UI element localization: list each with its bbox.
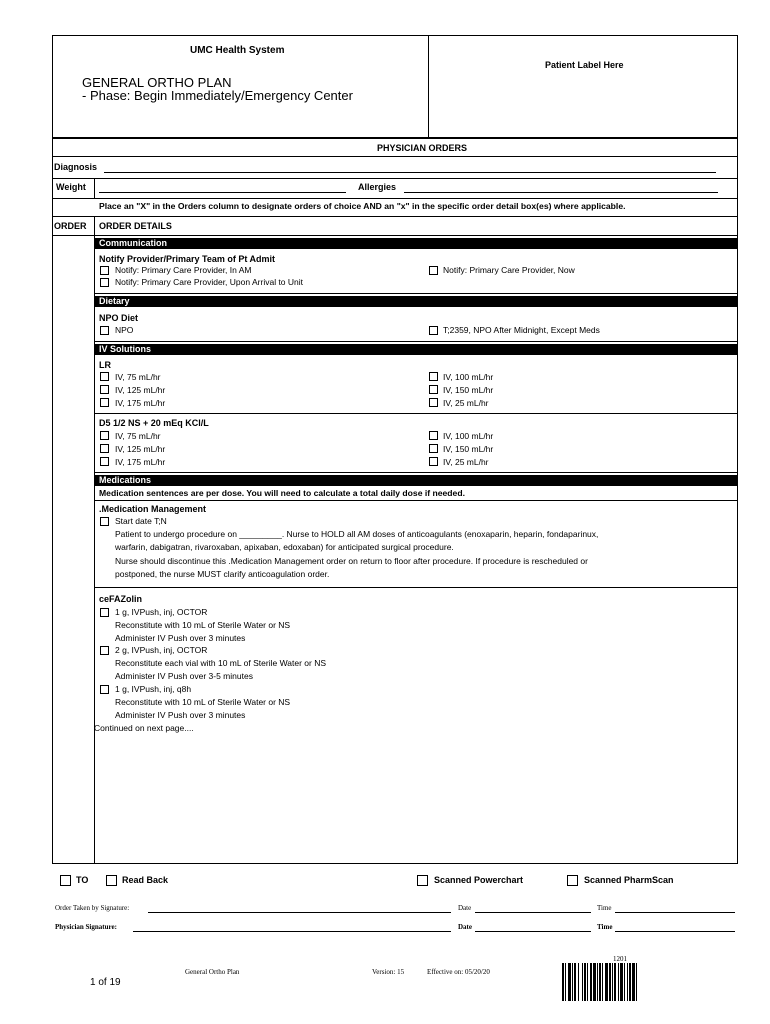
physician-signature-label: Physician Signature: <box>55 923 117 931</box>
option-npo: NPO <box>115 325 134 335</box>
order-column-header: ORDER <box>54 221 87 231</box>
group-medication-management: .Medication Management <box>99 504 207 514</box>
checkbox-lr-25[interactable] <box>429 398 438 407</box>
footer-version: Version: 15 <box>372 968 405 976</box>
physician-signature-field[interactable] <box>133 931 451 932</box>
to-label: TO <box>76 875 89 885</box>
physician-date-label: Date <box>458 923 472 931</box>
checkbox-start-date[interactable] <box>100 517 109 526</box>
option-lr-75: IV, 75 mL/hr <box>115 372 161 382</box>
option-d5-100: IV, 100 mL/hr <box>443 431 494 441</box>
barcode <box>562 963 695 1001</box>
option-lr-125: IV, 125 mL/hr <box>115 385 166 395</box>
plan-title: GENERAL ORTHO PLAN <box>82 75 232 90</box>
scanned-powerchart-label: Scanned Powerchart <box>434 875 524 885</box>
option-lr-100: IV, 100 mL/hr <box>443 372 494 382</box>
org-name: UMC Health System <box>190 45 285 56</box>
option-notify-in-am: Notify: Primary Care Provider, In AM <box>115 265 252 275</box>
checkbox-cefazolin-1g-octor[interactable] <box>100 608 109 617</box>
section-bar-communication <box>95 238 738 249</box>
checkbox-read-back[interactable] <box>106 875 117 886</box>
cefazolin-2g-octor-administer: Administer IV Push over 3-5 minutes <box>115 671 253 681</box>
cefazolin-1g-q8h-reconstitute: Reconstitute with 10 mL of Sterile Water or NS <box>115 697 291 707</box>
group-cefazolin: ceFAZolin <box>99 594 143 604</box>
checkbox-notify-now[interactable] <box>429 266 438 275</box>
checkbox-npo-after-midnight[interactable] <box>429 326 438 335</box>
checkbox-notify-upon-arrival[interactable] <box>100 278 109 287</box>
physician-time-label: Time <box>597 923 613 931</box>
group-npo-diet: NPO Diet <box>99 313 139 323</box>
option-npo-after-midnight: T;2359, NPO After Midnight, Except Meds <box>443 325 600 335</box>
group-lr: LR <box>99 360 111 370</box>
physician-orders-title: PHYSICIAN ORDERS <box>377 143 468 153</box>
mgmt-detail-line4: postponed, the nurse MUST clarify anticoagulation order. <box>115 569 330 579</box>
checkbox-d5-175[interactable] <box>100 457 109 466</box>
section-title-medications: Medications <box>99 475 152 485</box>
checkbox-cefazolin-2g-octor[interactable] <box>100 646 109 655</box>
option-d5-25: IV, 25 mL/hr <box>443 457 489 467</box>
allergies-field[interactable] <box>404 192 718 193</box>
page-number: 1 of 19 <box>90 977 121 988</box>
option-d5-125: IV, 125 mL/hr <box>115 444 166 454</box>
diagnosis-label: Diagnosis <box>54 162 98 172</box>
option-notify-now: Notify: Primary Care Provider, Now <box>443 265 575 275</box>
checkbox-to[interactable] <box>60 875 71 886</box>
barcode-number: 1201 <box>613 955 627 963</box>
order-taken-signature-field[interactable] <box>148 912 451 913</box>
option-cefazolin-2g-octor: 2 g, IVPush, inj, OCTOR <box>115 645 208 655</box>
read-back-label: Read Back <box>122 875 169 885</box>
footer-plan-name: General Ortho Plan <box>185 968 240 976</box>
scanned-pharmscan-label: Scanned PharmScan <box>584 875 674 885</box>
plan-phase: - Phase: Begin Immediately/Emergency Center <box>82 88 353 103</box>
order-taken-date-label: Date <box>458 904 472 912</box>
section-bar-dietary <box>95 296 738 307</box>
mgmt-detail-line1: Patient to undergo procedure on _________. Nurse to HOLD all AM doses of anticoagulants (enoxaparin, heparin, fondaparinux, <box>115 529 599 539</box>
group-d5-half-ns: D5 1/2 NS + 20 mEq KCl/L <box>99 418 209 428</box>
physician-date-field[interactable] <box>475 931 591 932</box>
option-start-date: Start date T;N <box>115 516 167 526</box>
cefazolin-1g-q8h-administer: Administer IV Push over 3 minutes <box>115 710 246 720</box>
order-taken-time-field[interactable] <box>615 912 735 913</box>
option-notify-upon-arrival: Notify: Primary Care Provider, Upon Arrival to Unit <box>115 277 304 287</box>
medications-note: Medication sentences are per dose. You will need to calculate a total daily dose if needed. <box>99 488 465 498</box>
checkbox-lr-100[interactable] <box>429 372 438 381</box>
option-d5-75: IV, 75 mL/hr <box>115 431 161 441</box>
order-taken-date-field[interactable] <box>475 912 591 913</box>
option-d5-150: IV, 150 mL/hr <box>443 444 494 454</box>
order-column-divider <box>94 216 95 864</box>
order-details-column-header: ORDER DETAILS <box>99 221 172 231</box>
physician-time-field[interactable] <box>615 931 735 932</box>
checkbox-scanned-pharmscan[interactable] <box>567 875 578 886</box>
option-cefazolin-1g-q8h: 1 g, IVPush, inj, q8h <box>115 684 192 694</box>
header-divider <box>428 35 429 138</box>
mgmt-detail-line3: Nurse should discontinue this .Medication Management order on return to floor after procedure. If procedure is rescheduled or <box>115 556 588 566</box>
cefazolin-2g-octor-reconstitute: Reconstitute each vial with 10 mL of Sterile Water or NS <box>115 658 327 668</box>
checkbox-d5-150[interactable] <box>429 444 438 453</box>
weight-field[interactable] <box>99 192 346 193</box>
order-taken-time-label: Time <box>597 904 612 912</box>
section-title-iv-solutions: IV Solutions <box>99 344 152 354</box>
checkbox-scanned-powerchart[interactable] <box>417 875 428 886</box>
instruction-text: Place an "X" in the Orders column to designate orders of choice AND an "x" in the specific order detail box(es) where applicable. <box>99 201 626 211</box>
continued-note: Continued on next page.... <box>94 723 194 733</box>
patient-label-placeholder: Patient Label Here <box>545 60 624 70</box>
weight-label: Weight <box>56 182 86 192</box>
option-lr-175: IV, 175 mL/hr <box>115 398 166 408</box>
group-notify-provider: Notify Provider/Primary Team of Pt Admit <box>99 254 276 264</box>
option-lr-25: IV, 25 mL/hr <box>443 398 489 408</box>
checkbox-cefazolin-1g-q8h[interactable] <box>100 685 109 694</box>
order-taken-label: Order Taken by Signature: <box>55 904 130 912</box>
section-title-communication: Communication <box>99 238 168 248</box>
footer-effective-date: Effective on: 05/20/20 <box>427 968 490 976</box>
checkbox-lr-150[interactable] <box>429 385 438 394</box>
checkbox-lr-75[interactable] <box>100 372 109 381</box>
option-cefazolin-1g-octor: 1 g, IVPush, inj, OCTOR <box>115 607 208 617</box>
checkbox-npo[interactable] <box>100 326 109 335</box>
checkbox-d5-25[interactable] <box>429 457 438 466</box>
cefazolin-1g-octor-administer: Administer IV Push over 3 minutes <box>115 633 246 643</box>
option-lr-150: IV, 150 mL/hr <box>443 385 494 395</box>
section-bar-iv-solutions <box>95 344 738 355</box>
mgmt-detail-line2: warfarin, dabigatran, rivaroxaban, apixaban, edoxaban) for anticipated surgical procedure. <box>115 542 454 552</box>
option-d5-175: IV, 175 mL/hr <box>115 457 166 467</box>
diagnosis-field[interactable] <box>104 172 716 173</box>
checkbox-d5-100[interactable] <box>429 431 438 440</box>
checkbox-d5-75[interactable] <box>100 431 109 440</box>
cefazolin-1g-octor-reconstitute: Reconstitute with 10 mL of Sterile Water or NS <box>115 620 291 630</box>
allergies-label: Allergies <box>358 182 397 192</box>
checkbox-lr-125[interactable] <box>100 385 109 394</box>
checkbox-d5-125[interactable] <box>100 444 109 453</box>
checkbox-notify-in-am[interactable] <box>100 266 109 275</box>
section-bar-medications <box>95 475 738 486</box>
checkbox-lr-175[interactable] <box>100 398 109 407</box>
section-title-dietary: Dietary <box>99 296 130 306</box>
